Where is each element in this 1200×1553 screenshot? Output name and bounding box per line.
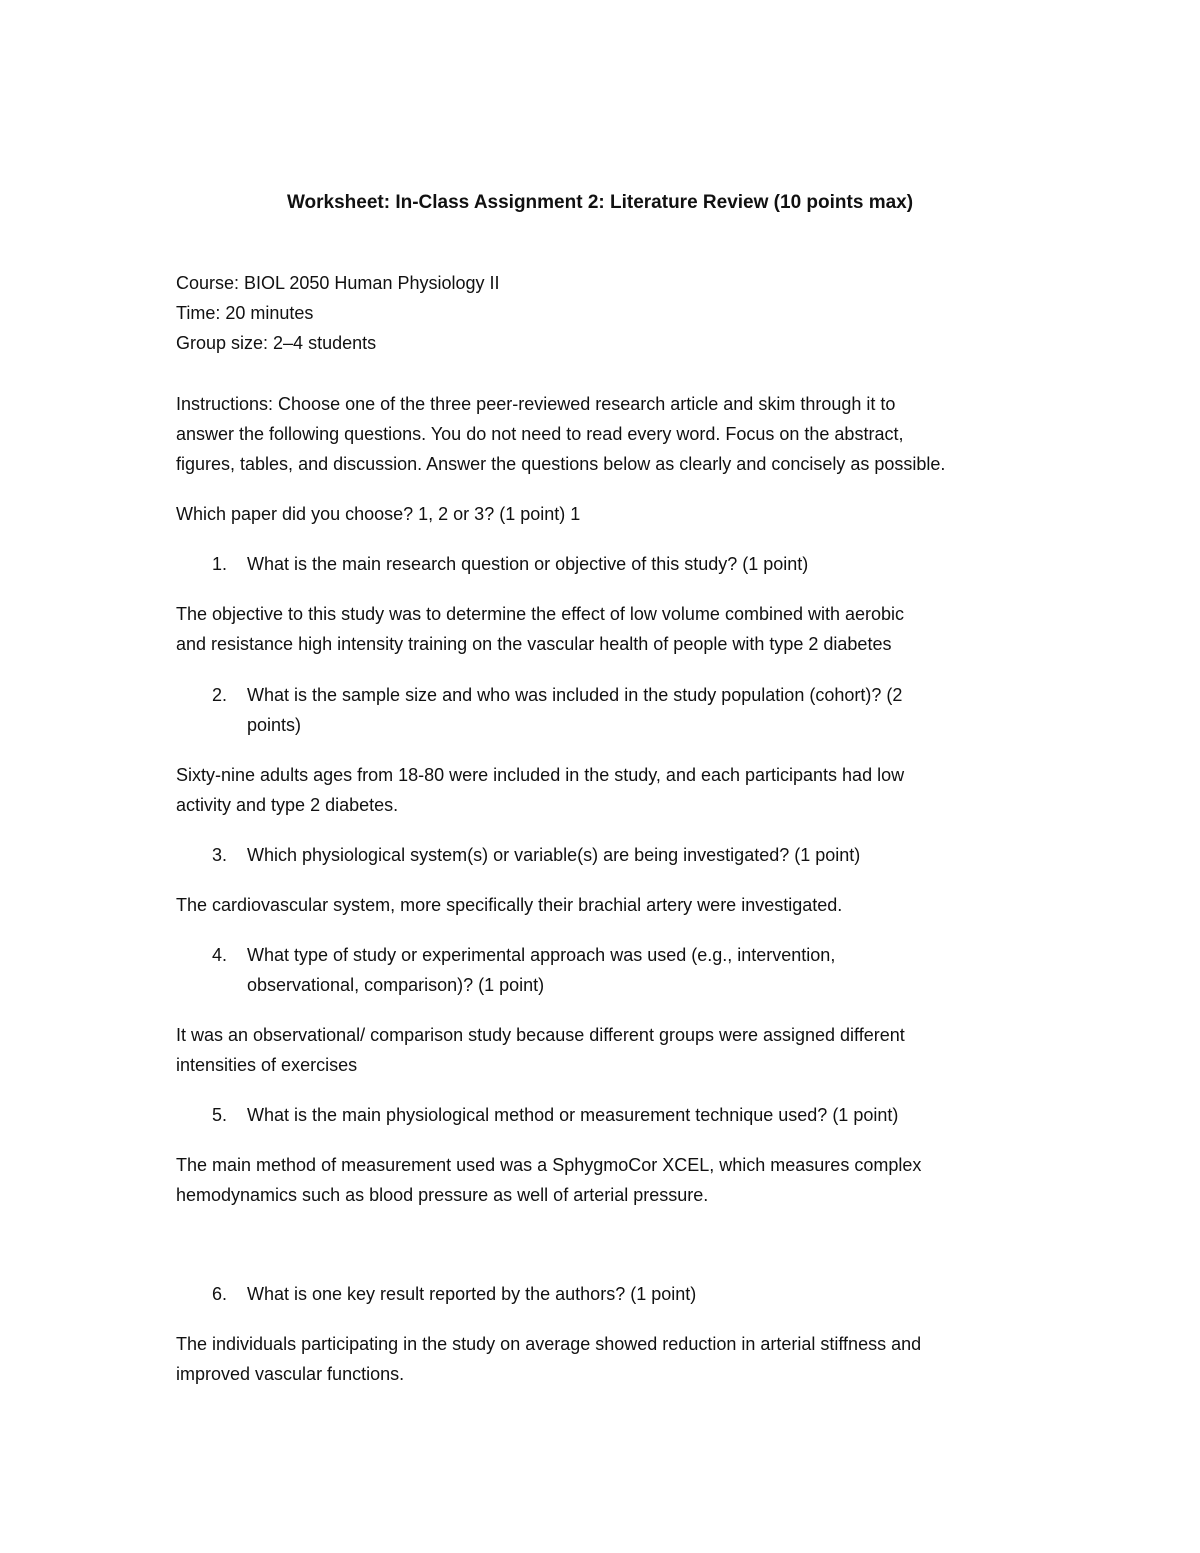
question-number: 6.	[212, 1284, 228, 1304]
answer-6-line-2: improved vascular functions.	[176, 1364, 405, 1384]
question-1	[212, 551, 808, 577]
question-number: 5.	[212, 1105, 228, 1125]
course-line: Course: BIOL 2050 Human Physiology II	[176, 273, 500, 293]
page-title: Worksheet: In-Class Assignment 2: Literature Review (10 points max)	[286, 192, 914, 213]
answer-1-line-2: and resistance high intensity training on the vascular health of people with type 2 diabetes	[176, 634, 892, 654]
question-number: 2.	[212, 685, 228, 705]
answer-4-line-2: intensities of exercises	[176, 1055, 358, 1075]
question-text: What type of study or experimental approach was used (e.g., intervention,	[247, 945, 836, 965]
question-text: What is the main physiological method or measurement technique used? (1 point)	[247, 1105, 899, 1125]
question-number: 1.	[212, 554, 228, 574]
question-6	[212, 1281, 696, 1307]
time-line: Time: 20 minutes	[176, 303, 314, 323]
question-2	[212, 682, 902, 708]
instructions-line-2: answer the following questions. You do not need to read every word. Focus on the abstract,	[176, 424, 904, 444]
instructions-line-3: figures, tables, and discussion. Answer the questions below as clearly and concisely as possible.	[176, 454, 946, 474]
question-4-continued: observational, comparison)? (1 point)	[247, 975, 545, 995]
group-size-line: Group size: 2–4 students	[176, 333, 377, 353]
instructions-line-1: Instructions: Choose one of the three peer-reviewed research article and skim through it to	[176, 394, 896, 414]
answer-4-line-1: It was an observational/ comparison study because different groups were assigned different	[176, 1025, 905, 1045]
answer-3-line-1: The cardiovascular system, more specifically their brachial artery were investigated.	[176, 895, 843, 915]
question-2-continued: points)	[247, 715, 302, 735]
question-4	[212, 942, 835, 968]
answer-2-line-1: Sixty-nine adults ages from 18-80 were included in the study, and each participants had low	[176, 765, 905, 785]
answer-2-line-2: activity and type 2 diabetes.	[176, 795, 399, 815]
answer-6-line-1: The individuals participating in the study on average showed reduction in arterial stiffness and	[176, 1334, 922, 1354]
question-text: Which physiological system(s) or variable(s) are being investigated? (1 point)	[247, 845, 861, 865]
question-number: 3.	[212, 845, 228, 865]
question-text: What is one key result reported by the authors? (1 point)	[247, 1284, 697, 1304]
question-5	[212, 1102, 898, 1128]
answer-5-line-1: The main method of measurement used was a SphygmoCor XCEL, which measures complex	[176, 1155, 922, 1175]
paper-choice-line: Which paper did you choose? 1, 2 or 3? (1 point) 1	[176, 504, 581, 524]
answer-1-line-1: The objective to this study was to determine the effect of low volume combined with aerobic	[176, 604, 905, 624]
question-number: 4.	[212, 945, 228, 965]
answer-5-line-2: hemodynamics such as blood pressure as well of arterial pressure.	[176, 1185, 709, 1205]
question-text: What is the sample size and who was included in the study population (cohort)? (2	[247, 685, 903, 705]
question-3	[212, 842, 860, 868]
question-text: What is the main research question or objective of this study? (1 point)	[247, 554, 809, 574]
